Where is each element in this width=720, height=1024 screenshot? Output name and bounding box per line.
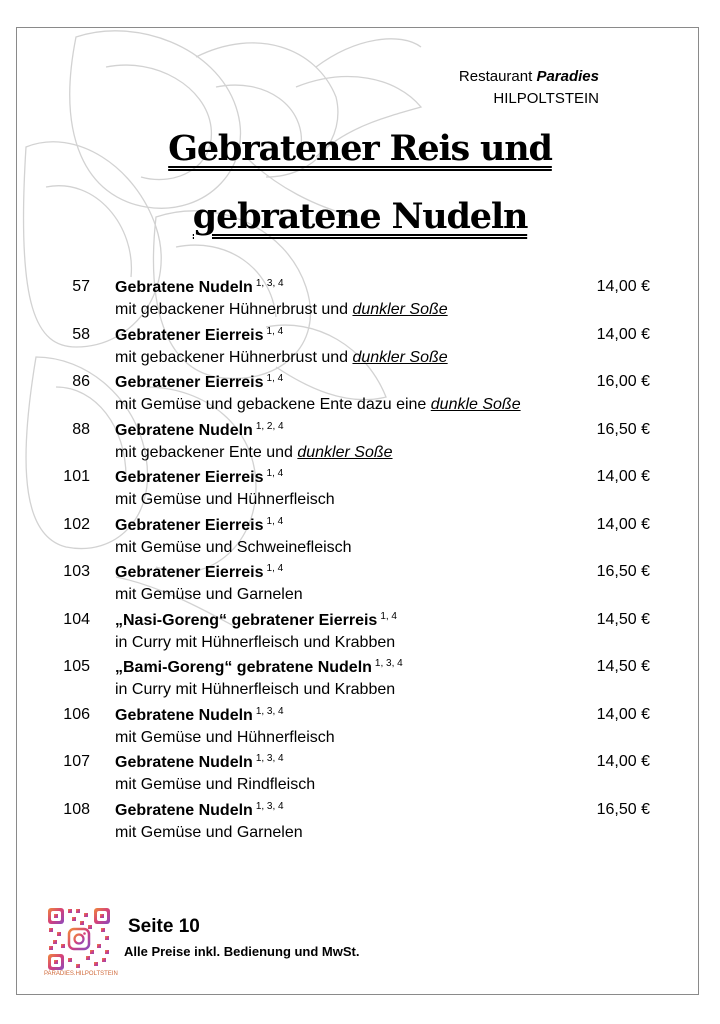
- item-allergens: 1, 4: [266, 325, 284, 337]
- item-title-text: Gebratene Nudeln: [115, 706, 253, 724]
- item-description: [115, 824, 303, 842]
- item-description-text: in Curry mit Hühnerfleisch und Krabben: [115, 681, 396, 698]
- restaurant-header: [459, 66, 599, 110]
- item-title-text: Gebratene Nudeln: [115, 279, 253, 296]
- item-title: [115, 516, 283, 535]
- item-description-text: mit Gemüse und Hühnerfleisch: [115, 491, 335, 508]
- headline-line-2-text: gebratene Nudeln: [192, 196, 528, 237]
- item-price: 14,00 €: [596, 753, 650, 770]
- item-title: [115, 326, 283, 345]
- item-sauce-link: dunkler Soße: [352, 301, 448, 318]
- item-title-text: Gebratener Eierreis: [115, 564, 264, 581]
- item-title-text: Gebratene Nudeln: [115, 754, 253, 771]
- item-number: 107: [63, 753, 90, 770]
- item-allergens: 1, 4: [266, 468, 284, 479]
- item-title: [115, 278, 284, 297]
- item-description-text: mit Gemüse und Garnelen: [115, 586, 303, 603]
- menu-item: [0, 276, 720, 324]
- item-allergens: 1, 3, 4: [255, 705, 284, 717]
- item-title: [115, 563, 283, 582]
- menu-item: [0, 514, 720, 562]
- item-number: 103: [63, 563, 90, 580]
- item-price: 14,00 €: [596, 278, 650, 295]
- menu-item: [0, 561, 720, 609]
- item-title-text: Gebratener Eierreis: [115, 469, 264, 486]
- item-sauce-link: dunkler Soße: [297, 443, 393, 461]
- restaurant-location: HILPOLTSTEIN: [493, 90, 599, 107]
- item-price: 14,00 €: [596, 515, 650, 533]
- item-sauce-link: dunkler Soße: [352, 348, 448, 366]
- item-description: [115, 634, 395, 652]
- item-title-text: Gebratener Eierreis: [115, 326, 264, 344]
- item-title: [115, 373, 283, 392]
- item-price: 14,00 €: [596, 705, 650, 723]
- item-description-text: mit Gemüse und Hühnerfleisch: [115, 728, 335, 746]
- item-allergens: 1, 3, 4: [255, 278, 284, 289]
- item-title-text: Gebratener Eierreis: [115, 374, 264, 391]
- menu-item: [0, 371, 720, 419]
- item-description: [115, 729, 335, 747]
- item-description-text: mit Gemüse und gebackene Ente dazu eine: [115, 396, 431, 413]
- item-number: 104: [63, 610, 90, 628]
- menu-item: [0, 609, 720, 657]
- item-number: 101: [63, 468, 90, 485]
- item-description-text: in Curry mit Hühnerfleisch und Krabben: [115, 633, 396, 651]
- item-allergens: 1, 4: [266, 373, 284, 384]
- menu-list: [0, 276, 720, 846]
- item-number: 106: [63, 705, 90, 723]
- menu-item: [0, 799, 720, 847]
- item-title-text: „Bami-Goreng“ gebratene Nudeln: [115, 659, 372, 676]
- headline-line-1-text: Gebratener Reis und: [168, 128, 552, 169]
- price-note: Alle Preise inkl. Bedienung und MwSt.: [124, 944, 360, 959]
- item-description: [115, 301, 448, 319]
- headline-line-2: [0, 196, 720, 237]
- item-description-text: mit Gemüse und Rindfleisch: [115, 776, 316, 793]
- item-title-text: Gebratener Eierreis: [115, 516, 264, 534]
- menu-item: [0, 324, 720, 372]
- item-allergens: 1, 4: [266, 515, 284, 527]
- item-title-text: Gebratene Nudeln: [115, 421, 253, 439]
- item-number: 102: [63, 515, 90, 533]
- item-price: 14,00 €: [596, 468, 650, 485]
- item-price: 16,50 €: [596, 420, 650, 438]
- item-title: [115, 468, 283, 487]
- item-title: [115, 753, 284, 772]
- item-description: [115, 444, 393, 462]
- item-title: [115, 611, 397, 630]
- item-number: 105: [63, 658, 90, 675]
- item-number: 88: [72, 420, 90, 438]
- item-title-text: „Nasi-Goreng“ gebratener Eierreis: [115, 611, 378, 629]
- item-title: [115, 706, 284, 725]
- restaurant-name: Paradies: [536, 68, 599, 85]
- item-title: [115, 421, 284, 440]
- item-description: [115, 491, 335, 509]
- restaurant-prefix: Restaurant: [458, 68, 533, 85]
- item-allergens: 1, 3, 4: [255, 753, 284, 764]
- item-price: 14,50 €: [596, 610, 650, 628]
- item-description-text: mit gebackener Hühnerbrust und: [115, 301, 353, 318]
- item-number: 57: [72, 278, 90, 295]
- menu-item: [0, 704, 720, 752]
- item-allergens: 1, 4: [380, 610, 397, 622]
- item-allergens: 1, 4: [266, 563, 284, 574]
- menu-item: [0, 466, 720, 514]
- item-description: [115, 776, 315, 794]
- item-price: 16,00 €: [596, 373, 650, 390]
- item-description-text: mit gebackener Ente und: [115, 443, 298, 461]
- item-description-text: mit Gemüse und Garnelen: [115, 823, 303, 841]
- item-number: 86: [72, 373, 90, 390]
- item-number: 58: [72, 325, 90, 343]
- item-number: 108: [63, 800, 90, 818]
- item-price: 16,50 €: [596, 563, 650, 580]
- qr-code[interactable]: [46, 906, 112, 972]
- item-description-text: mit gebackener Hühnerbrust und: [115, 348, 353, 366]
- qr-label: PARADIES.HILPOLTSTEIN: [44, 971, 118, 977]
- item-title: [115, 658, 403, 677]
- item-title-text: Gebratene Nudeln: [115, 801, 253, 819]
- item-description: [115, 586, 303, 604]
- item-sauce-link: dunkle Soße: [430, 396, 521, 413]
- item-description-text: mit Gemüse und Schweinefleisch: [115, 538, 352, 556]
- menu-item: [0, 751, 720, 799]
- instagram-icon: [69, 929, 89, 949]
- item-allergens: 1, 3, 4: [255, 800, 284, 812]
- item-price: 14,00 €: [596, 325, 650, 343]
- item-description: [115, 681, 395, 699]
- item-description: [115, 539, 352, 557]
- item-allergens: 1, 3, 4: [374, 658, 403, 669]
- headline-line-1: [0, 128, 720, 169]
- item-price: 16,50 €: [596, 800, 650, 818]
- item-title: [115, 801, 284, 820]
- item-price: 14,50 €: [596, 658, 650, 675]
- item-allergens: 1, 2, 4: [255, 420, 284, 432]
- restaurant-name-line: [459, 66, 599, 88]
- page-number: Seite 10: [128, 916, 200, 937]
- menu-item: [0, 419, 720, 467]
- item-description: [115, 349, 448, 367]
- item-description: [115, 396, 521, 414]
- menu-item: [0, 656, 720, 704]
